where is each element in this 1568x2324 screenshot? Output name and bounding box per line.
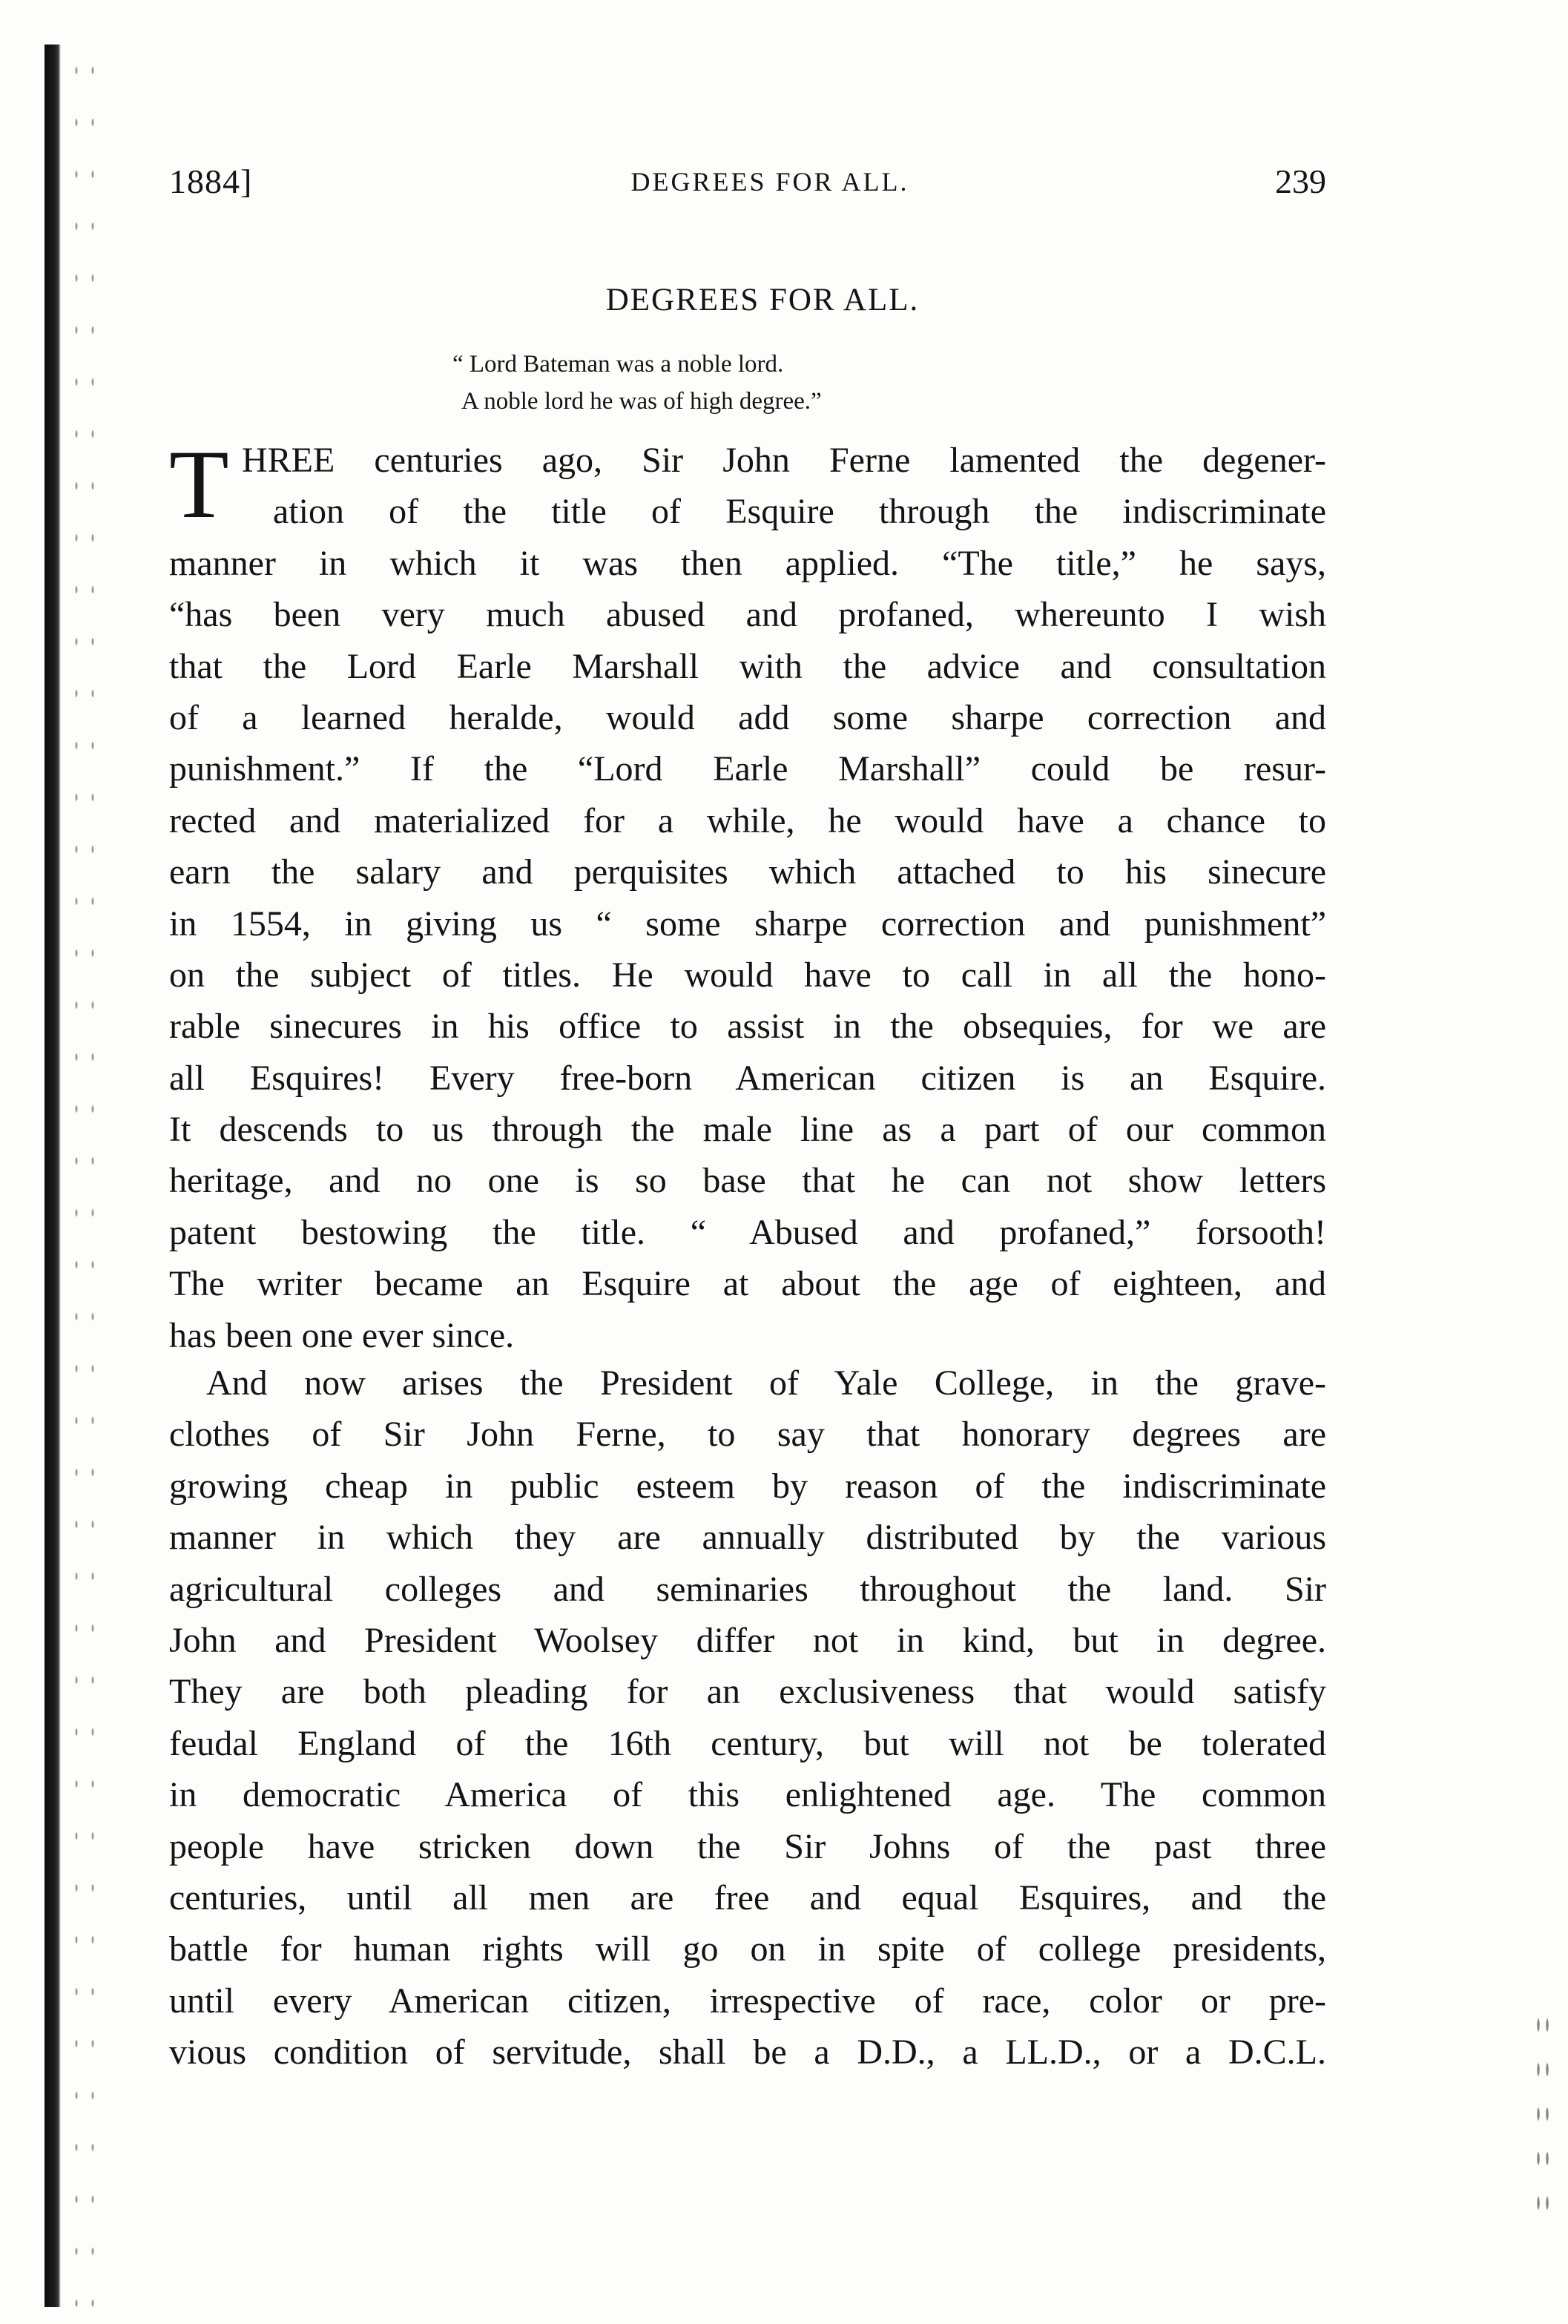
text-line: “has been very much abused and profaned, whereunto I wish bbox=[169, 595, 1326, 635]
text-line: ation of the title of Esquire through the indiscriminate bbox=[273, 492, 1326, 532]
paragraph-1 bbox=[169, 429, 1326, 1361]
text-line: growing cheap in public esteem by reason of the indiscriminate bbox=[169, 1466, 1326, 1506]
text-line: The writer became an Esquire at about the age of eighteen, and bbox=[169, 1264, 1326, 1304]
epigraph-line: “ Lord Bateman was a noble lord. bbox=[452, 351, 784, 378]
text-line: all Esquires! Every free-born American citizen is an Esquire. bbox=[169, 1058, 1326, 1098]
text-line: patent bestowing the title. “ Abused and profaned,” forsooth! bbox=[169, 1212, 1326, 1252]
article-title: DEGREES FOR ALL. bbox=[605, 283, 920, 317]
text-line: They are both pleading for an exclusiveness that would satisfy bbox=[169, 1672, 1326, 1712]
text-line: rected and materialized for a while, he would have a chance to bbox=[169, 800, 1326, 840]
text-line: in democratic America of this enlightened age. The common bbox=[169, 1775, 1326, 1815]
page-number: 239 bbox=[1275, 162, 1326, 200]
text-line: vious condition of servitude, shall be a D.D., a LL.D., or a D.C.L. bbox=[169, 2032, 1326, 2073]
paragraph-2 bbox=[169, 1357, 1326, 2078]
drop-cap: T bbox=[169, 429, 229, 539]
text-line: centuries, until all men are free and equal Esquires, and the bbox=[169, 1877, 1326, 1918]
text-line: on the subject of titles. He would have to call in all the hono- bbox=[169, 955, 1326, 995]
text-line: earn the salary and perquisites which attached to his sinecure bbox=[169, 852, 1326, 892]
text-line: of a learned heralde, would add some sharpe correction and bbox=[169, 697, 1326, 737]
text-line: HREE centuries ago, Sir John Ferne lamented the degener- bbox=[242, 441, 1326, 480]
scan-speckle bbox=[68, 45, 98, 2307]
text-line: feudal England of the 16th century, but will not be tolerated bbox=[169, 1723, 1326, 1763]
text-line: And now arises the President of Yale College, in the grave- bbox=[206, 1363, 1326, 1403]
scan-speckle-right bbox=[1534, 2003, 1549, 2225]
text-line: rable sinecures in his office to assist in the obsequies, for we are bbox=[169, 1007, 1326, 1047]
text-line: It descends to us through the male line as a part of our common bbox=[169, 1110, 1326, 1150]
running-head-title: DEGREES FOR ALL. bbox=[630, 167, 909, 197]
text-line: John and President Woolsey differ not in kind, but in degree. bbox=[169, 1620, 1326, 1660]
running-head-year: 1884] bbox=[169, 162, 253, 200]
text-line: has been one ever since. bbox=[169, 1315, 515, 1355]
text-line: punishment.” If the “Lord Earle Marshall” could be resur- bbox=[169, 749, 1326, 789]
text-line: until every American citizen, irrespective of race, color or pre- bbox=[169, 1981, 1326, 2021]
running-head bbox=[169, 162, 1326, 206]
text-line: heritage, and no one is so base that he can not show letters bbox=[169, 1161, 1326, 1201]
text-line: people have stricken down the Sir Johns of the past three bbox=[169, 1826, 1326, 1866]
text-line: manner in which they are annually distributed by the various bbox=[169, 1518, 1326, 1558]
text-line: battle for human rights will go on in spite of college presidents, bbox=[169, 1929, 1326, 1969]
binding-edge bbox=[45, 45, 61, 2307]
text-line: in 1554, in giving us “ some sharpe correction and punishment” bbox=[169, 903, 1326, 944]
epigraph bbox=[452, 346, 822, 420]
text-line: manner in which it was then applied. “The title,” he says, bbox=[169, 543, 1326, 583]
text-line: clothes of Sir John Ferne, to say that honorary degrees are bbox=[169, 1415, 1326, 1455]
text-line: that the Lord Earle Marshall with the advice and consultation bbox=[169, 646, 1326, 686]
epigraph-line: A noble lord he was of high degree.” bbox=[461, 388, 822, 415]
text-line: agricultural colleges and seminaries throughout the land. Sir bbox=[169, 1569, 1326, 1609]
